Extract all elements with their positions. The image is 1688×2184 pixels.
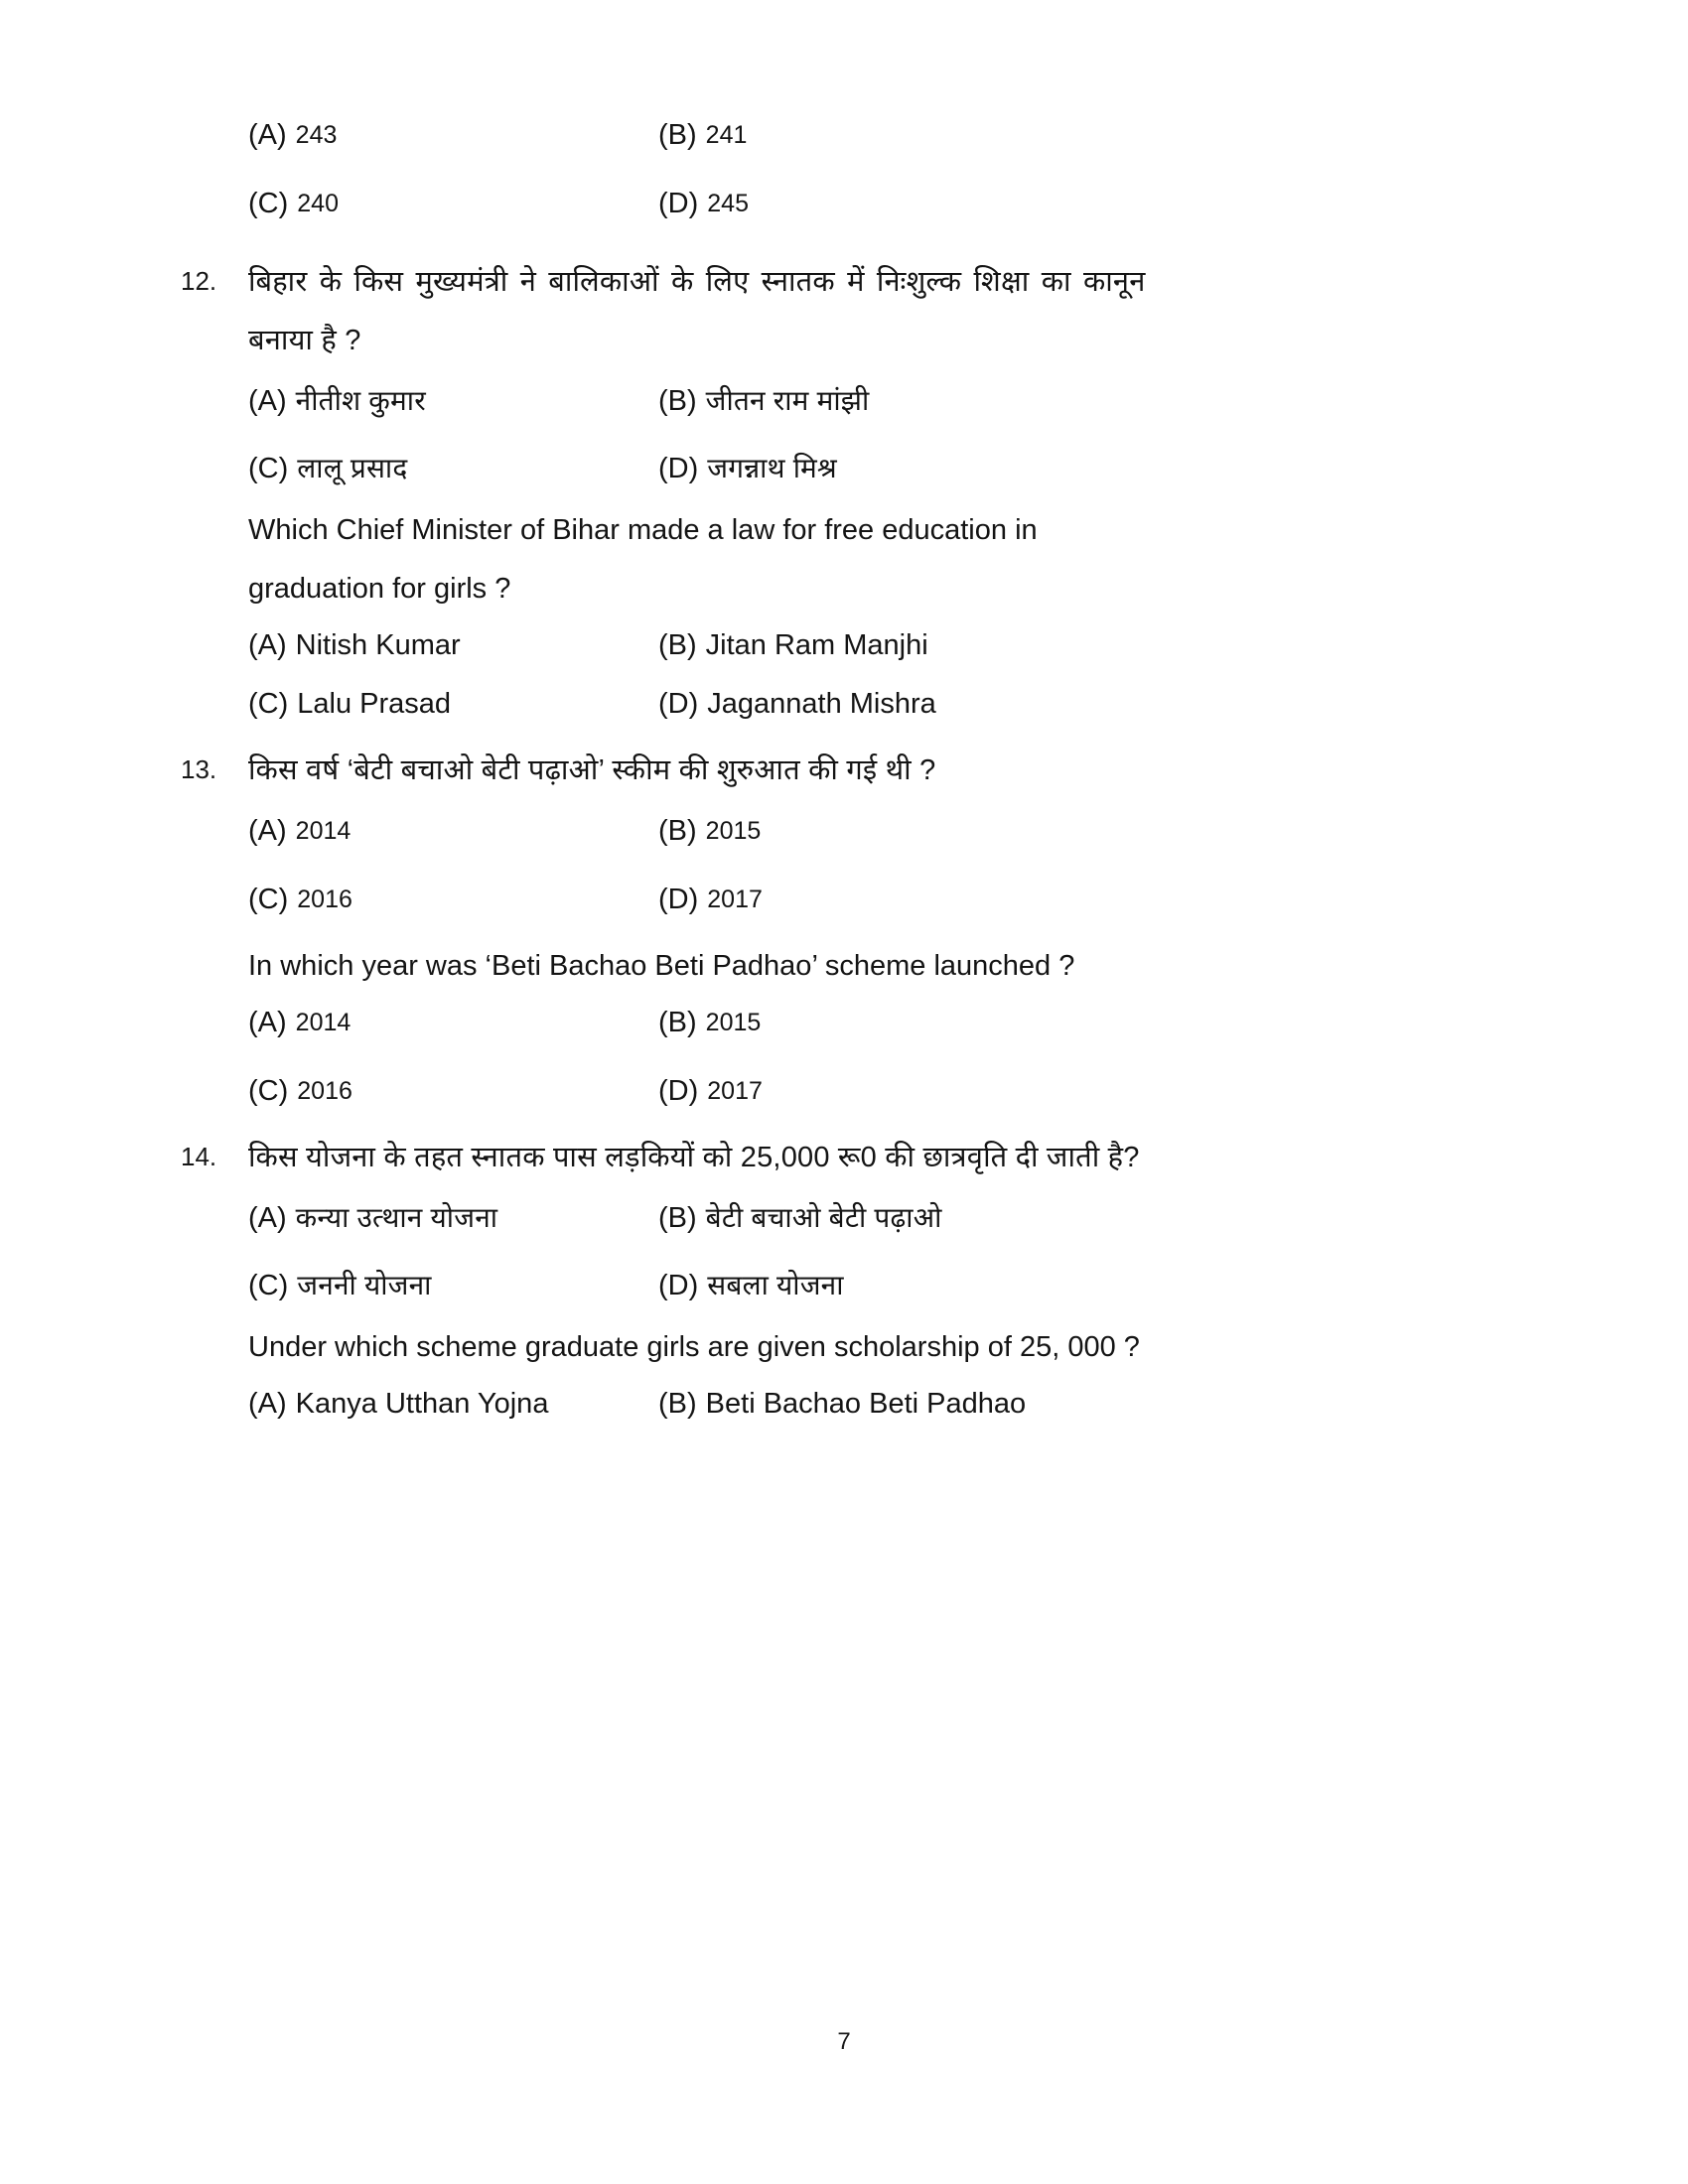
option-d-value: सबला योजना bbox=[707, 1270, 844, 1300]
question-13-hindi-option-row-cd bbox=[248, 884, 1430, 916]
question-12-hindi-line-2: बनाया है ? bbox=[248, 325, 361, 356]
option-a-key: (A) bbox=[248, 1388, 287, 1420]
option-c-key: (C) bbox=[248, 453, 289, 484]
question-14-hindi-option-c[interactable] bbox=[248, 1266, 658, 1303]
option-a-key: (A) bbox=[248, 1007, 287, 1038]
question-12-english-option-row-ab bbox=[248, 629, 1430, 662]
option-b-value: Beti Bachao Beti Padhao bbox=[705, 1388, 1027, 1420]
option-d-key: (D) bbox=[658, 188, 699, 219]
option-d-key: (D) bbox=[658, 688, 699, 720]
question-14-english-option-row-ab bbox=[248, 1388, 1430, 1421]
option-c[interactable] bbox=[248, 188, 658, 220]
question-12-english-option-d[interactable] bbox=[658, 688, 1430, 721]
question-13-english-option-c[interactable] bbox=[248, 1075, 658, 1108]
option-c-key: (C) bbox=[248, 188, 289, 219]
option-c-key: (C) bbox=[248, 1270, 289, 1301]
question-13-hindi-line-1: किस वर्ष ‘बेटी बचाओ बेटी पढ़ाओ’ स्कीम की शुरुआत की गई थी ? bbox=[248, 754, 936, 786]
question-12-english-option-b[interactable] bbox=[658, 629, 1430, 662]
option-d-value: 2017 bbox=[707, 1077, 763, 1105]
option-b-key: (B) bbox=[658, 1007, 697, 1038]
question-14-english-option-b[interactable] bbox=[658, 1388, 1430, 1421]
option-a-value: Nitish Kumar bbox=[295, 629, 461, 661]
option-b-key: (B) bbox=[658, 1388, 697, 1420]
option-b-key: (B) bbox=[658, 629, 697, 661]
question-block-12 bbox=[181, 266, 1430, 721]
question-block-13 bbox=[181, 754, 1430, 1108]
option-b[interactable] bbox=[658, 119, 1430, 152]
option-d-value: Jagannath Mishra bbox=[707, 688, 936, 720]
question-12-english-option-c[interactable] bbox=[248, 688, 658, 721]
question-14-hindi-option-a[interactable] bbox=[248, 1198, 658, 1236]
question-12-hindi-option-row-cd bbox=[248, 449, 1430, 486]
question-12-hindi-option-row-ab bbox=[248, 381, 1430, 419]
option-a-key: (A) bbox=[248, 815, 287, 847]
question-14-hindi-line-1: किस योजना के तहत स्नातक पास लड़कियों को 25,000 रू0 की छात्रवृति दी जाती है? bbox=[248, 1142, 1140, 1173]
option-d[interactable] bbox=[658, 188, 1430, 220]
option-c-key: (C) bbox=[248, 1075, 289, 1107]
page-number: 7 bbox=[837, 2028, 851, 2055]
question-13-english-option-b[interactable] bbox=[658, 1007, 1430, 1039]
option-a[interactable] bbox=[248, 119, 658, 152]
option-a-value: 2014 bbox=[295, 1009, 352, 1036]
option-b-key: (B) bbox=[658, 1202, 697, 1234]
option-b-value: Jitan Ram Manjhi bbox=[705, 629, 928, 661]
question-block-continued-options bbox=[248, 119, 1430, 220]
question-14-hindi-option-row-ab bbox=[248, 1198, 1430, 1236]
page-content bbox=[181, 119, 1430, 1421]
question-13-english-line-1: In which year was ‘Beti Bachao Beti Padhao’ scheme launched ? bbox=[248, 950, 1075, 982]
option-d-key: (D) bbox=[658, 884, 699, 915]
option-b-value: 241 bbox=[705, 121, 748, 149]
question-13-english-option-d[interactable] bbox=[658, 1075, 1430, 1108]
question-13-hindi-option-b[interactable] bbox=[658, 815, 1430, 848]
question-number-12: 12. bbox=[181, 266, 217, 296]
option-d-value: जगन्नाथ मिश्र bbox=[707, 453, 837, 483]
option-row-ab bbox=[248, 119, 1430, 152]
question-14-hindi-option-row-cd bbox=[248, 1266, 1430, 1303]
question-12-hindi-option-b[interactable] bbox=[658, 381, 1430, 419]
question-12-hindi-line-1: बिहार के किस मुख्यमंत्री ने बालिकाओं के लिए स्नातक में निःशुल्क शिक्षा का कानून bbox=[248, 266, 1146, 298]
option-a-key: (A) bbox=[248, 629, 287, 661]
option-a-value: कन्या उत्थान योजना bbox=[295, 1202, 498, 1233]
question-13-hindi-option-a[interactable] bbox=[248, 815, 658, 848]
question-13-hindi-option-c[interactable] bbox=[248, 884, 658, 916]
question-12-english-option-a[interactable] bbox=[248, 629, 658, 662]
option-d-value: 245 bbox=[707, 190, 749, 217]
option-c-value: 240 bbox=[297, 190, 339, 217]
question-12-english-option-row-cd bbox=[248, 688, 1430, 721]
option-c-key: (C) bbox=[248, 688, 289, 720]
question-13-english-option-row-ab bbox=[248, 1007, 1430, 1039]
option-b-key: (B) bbox=[658, 385, 697, 417]
option-c-value: लालू प्रसाद bbox=[297, 453, 408, 483]
option-a-key: (A) bbox=[248, 1202, 287, 1234]
question-12-hindi-option-d[interactable] bbox=[658, 449, 1430, 486]
question-number-14: 14. bbox=[181, 1142, 217, 1171]
option-b-value: जीतन राम मांझी bbox=[705, 385, 870, 416]
option-c-value: 2016 bbox=[297, 886, 352, 913]
question-14-english-line-1: Under which scheme graduate girls are given scholarship of 25, 000 ? bbox=[248, 1331, 1140, 1363]
option-c-value: जननी योजना bbox=[297, 1270, 432, 1300]
option-a-value: Kanya Utthan Yojna bbox=[295, 1388, 549, 1420]
question-block-14 bbox=[181, 1142, 1430, 1421]
question-14-hindi-option-d[interactable] bbox=[658, 1266, 1430, 1303]
question-13-english-option-a[interactable] bbox=[248, 1007, 658, 1039]
option-b-key: (B) bbox=[658, 815, 697, 847]
option-c-value: Lalu Prasad bbox=[297, 688, 452, 720]
question-14-english-option-a[interactable] bbox=[248, 1388, 658, 1421]
option-d-key: (D) bbox=[658, 1075, 699, 1107]
option-d-value: 2017 bbox=[707, 886, 763, 913]
option-d-key: (D) bbox=[658, 1270, 699, 1301]
option-c-key: (C) bbox=[248, 884, 289, 915]
option-b-value: 2015 bbox=[705, 1009, 762, 1036]
question-14-hindi-option-b[interactable] bbox=[658, 1198, 1430, 1236]
question-12-hindi-option-a[interactable] bbox=[248, 381, 658, 419]
question-number-13: 13. bbox=[181, 754, 217, 784]
question-13-hindi-option-row-ab bbox=[248, 815, 1430, 848]
option-a-value: 2014 bbox=[295, 817, 352, 845]
option-d-key: (D) bbox=[658, 453, 699, 484]
question-12-hindi-option-c[interactable] bbox=[248, 449, 658, 486]
question-13-hindi-option-d[interactable] bbox=[658, 884, 1430, 916]
option-b-value: 2015 bbox=[705, 817, 762, 845]
option-row-cd bbox=[248, 188, 1430, 220]
option-a-value: नीतीश कुमार bbox=[295, 385, 426, 416]
question-13-english-option-row-cd bbox=[248, 1075, 1430, 1108]
option-b-value: बेटी बचाओ बेटी पढ़ाओ bbox=[705, 1202, 942, 1233]
option-a-value: 243 bbox=[295, 121, 338, 149]
option-a-key: (A) bbox=[248, 119, 287, 151]
option-a-key: (A) bbox=[248, 385, 287, 417]
question-12-english-line-2: graduation for girls ? bbox=[248, 573, 511, 605]
option-c-value: 2016 bbox=[297, 1077, 352, 1105]
question-12-english-line-1: Which Chief Minister of Bihar made a law for free education in bbox=[248, 514, 1038, 546]
option-b-key: (B) bbox=[658, 119, 697, 151]
